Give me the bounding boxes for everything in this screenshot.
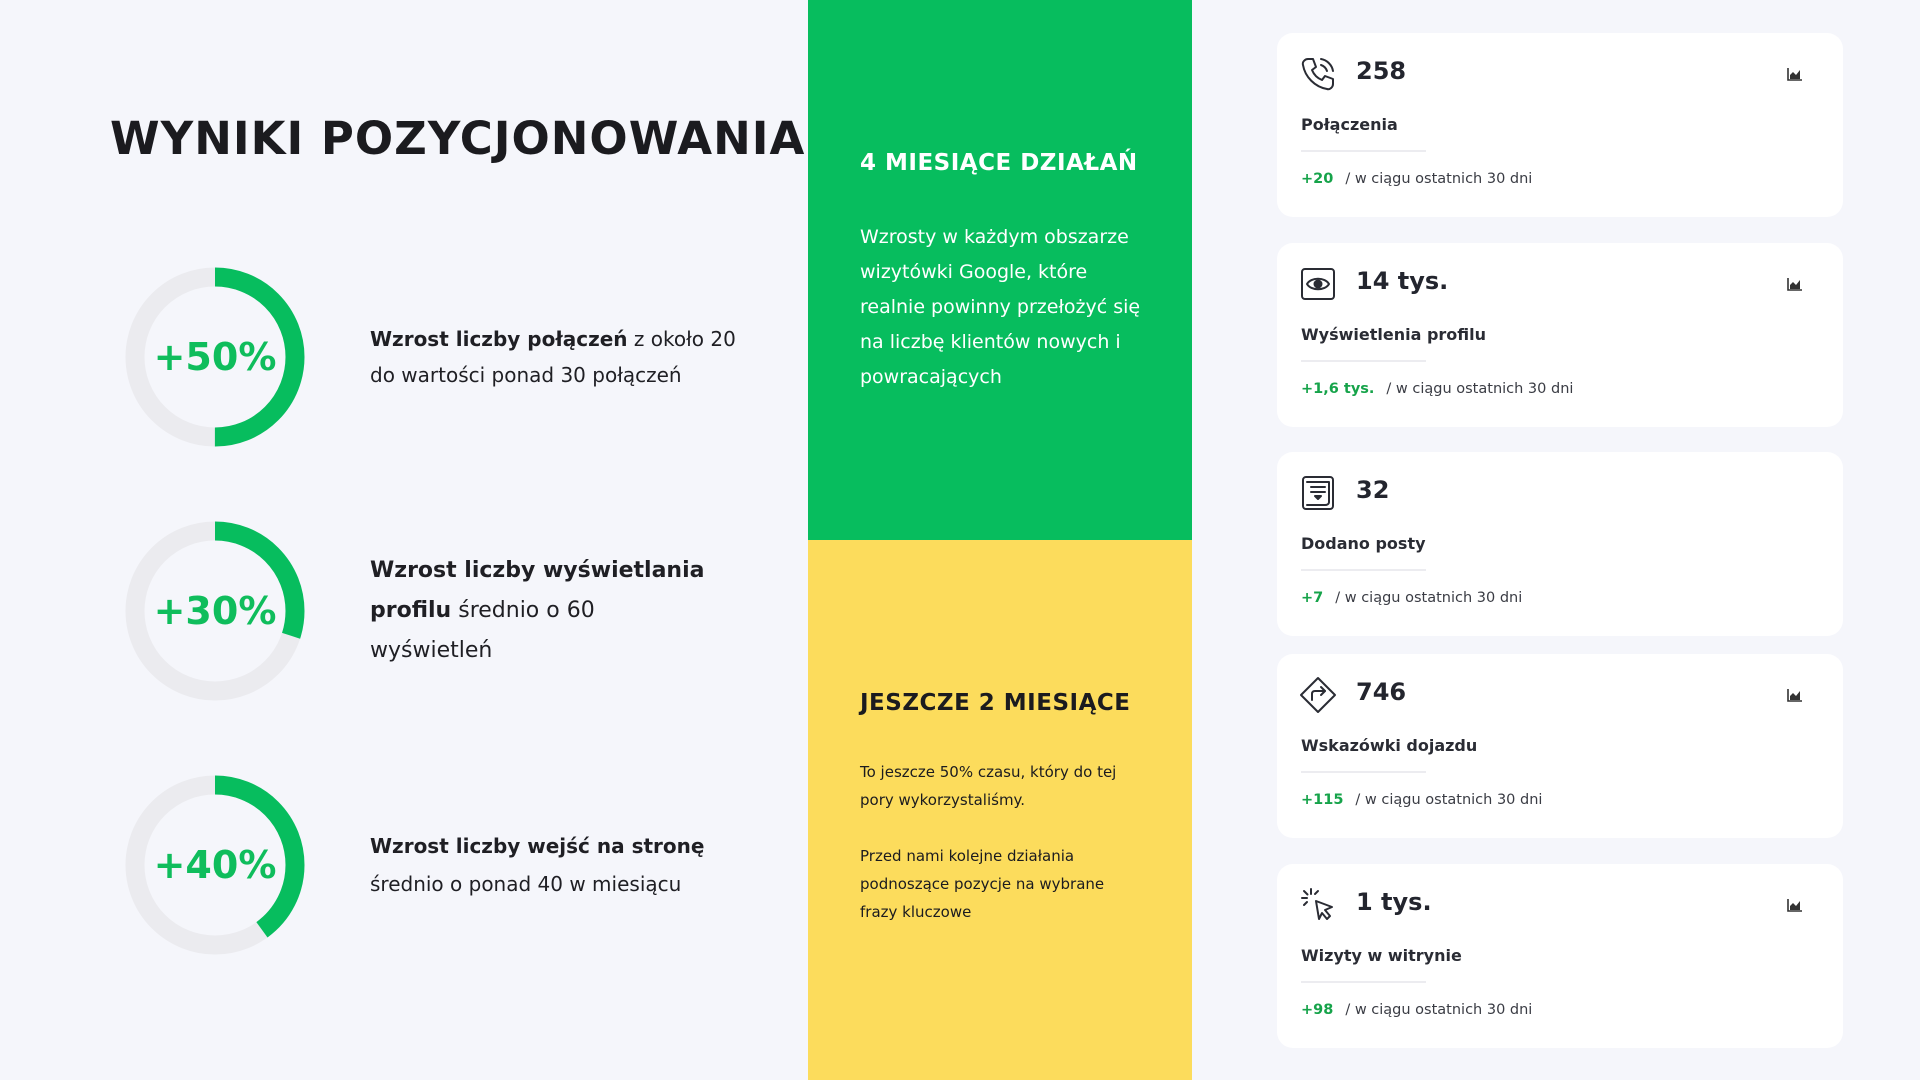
card-period: / w ciągu ostatnich 30 dni bbox=[1386, 381, 1574, 397]
card-period: / w ciągu ostatnich 30 dni bbox=[1345, 171, 1533, 187]
eye-icon bbox=[1299, 265, 1337, 303]
yellow-panel-paragraph: Przed nami kolejne działania podnoszące pozycje na wybrane frazy kluczowe bbox=[860, 847, 1105, 921]
stat-card-profile-views bbox=[1277, 243, 1843, 427]
stat-description-rest: średnio o 60 wyświetleń bbox=[370, 598, 595, 663]
green-panel-title: 4 MIESIĄCE DZIAŁAŃ bbox=[860, 150, 1138, 176]
chart-icon[interactable] bbox=[1787, 898, 1803, 912]
phone-icon bbox=[1299, 55, 1337, 93]
yellow-panel bbox=[808, 540, 1192, 1080]
ring-value: +30% bbox=[153, 589, 277, 633]
card-footer bbox=[1301, 381, 1573, 397]
ring-value: +50% bbox=[153, 335, 277, 379]
posts-icon bbox=[1299, 474, 1337, 512]
stat-card-directions bbox=[1277, 654, 1843, 838]
card-value: 746 bbox=[1356, 678, 1407, 706]
progress-ring bbox=[120, 516, 310, 706]
card-delta: +1,6 tys. bbox=[1301, 381, 1375, 397]
yellow-panel-paragraph: To jeszcze 50% czasu, który do tej pory wykorzystaliśmy. bbox=[860, 763, 1117, 809]
card-label: Wizyty w witrynie bbox=[1301, 946, 1462, 965]
chart-icon[interactable] bbox=[1787, 277, 1803, 291]
card-delta: +115 bbox=[1301, 792, 1344, 808]
stat-card-website-visits bbox=[1277, 864, 1843, 1048]
card-label: Połączenia bbox=[1301, 115, 1398, 134]
yellow-panel-text bbox=[860, 758, 1145, 926]
stat-row-views bbox=[120, 516, 740, 706]
page-title: WYNIKI POZYCJONOWANIA bbox=[110, 112, 806, 165]
card-period: / w ciągu ostatnich 30 dni bbox=[1355, 792, 1543, 808]
card-divider bbox=[1301, 771, 1426, 773]
stat-card-calls bbox=[1277, 33, 1843, 217]
progress-ring bbox=[120, 262, 310, 452]
card-divider bbox=[1301, 569, 1426, 571]
card-delta: +98 bbox=[1301, 1002, 1334, 1018]
yellow-panel-title: JESZCZE 2 MIESIĄCE bbox=[860, 690, 1131, 716]
card-period: / w ciągu ostatnich 30 dni bbox=[1345, 1002, 1533, 1018]
card-footer bbox=[1301, 792, 1542, 808]
card-value: 14 tys. bbox=[1356, 267, 1449, 295]
card-divider bbox=[1301, 360, 1426, 362]
card-label: Wskazówki dojazdu bbox=[1301, 736, 1478, 755]
card-delta: +7 bbox=[1301, 590, 1324, 606]
green-panel-paragraph: Wzrosty w każdym obszarze wizytówki Google, które realnie powinny przełożyć się na liczbę klientów nowych i powracających bbox=[860, 226, 1141, 388]
card-footer bbox=[1301, 171, 1532, 187]
card-value: 258 bbox=[1356, 57, 1407, 85]
stat-description-bold: Wzrost liczby wyświetlania profilu bbox=[370, 558, 705, 623]
card-label: Wyświetlenia profilu bbox=[1301, 325, 1487, 344]
chart-icon[interactable] bbox=[1787, 67, 1803, 81]
stat-description bbox=[370, 827, 740, 903]
cursor-click-icon bbox=[1299, 886, 1337, 924]
card-footer bbox=[1301, 590, 1522, 606]
stat-description bbox=[370, 551, 710, 671]
stat-description bbox=[370, 321, 740, 393]
card-delta: +20 bbox=[1301, 171, 1334, 187]
stat-row-calls bbox=[120, 262, 740, 452]
card-divider bbox=[1301, 150, 1426, 152]
card-label: Dodano posty bbox=[1301, 534, 1426, 553]
directions-icon bbox=[1299, 676, 1337, 714]
stat-description-rest: z około 20 do wartości ponad 30 połączeń bbox=[370, 327, 736, 387]
green-panel bbox=[808, 0, 1192, 540]
green-panel-text bbox=[860, 220, 1155, 395]
card-value: 1 tys. bbox=[1356, 888, 1432, 916]
stat-description-bold: Wzrost liczby połączeń bbox=[370, 327, 628, 351]
card-divider bbox=[1301, 981, 1426, 983]
stat-card-posts bbox=[1277, 452, 1843, 636]
progress-ring bbox=[120, 770, 310, 960]
stat-row-visits bbox=[120, 770, 740, 960]
ring-value: +40% bbox=[153, 843, 277, 887]
stat-description-bold: Wzrost liczby wejść na stronę bbox=[370, 834, 705, 858]
card-period: / w ciągu ostatnich 30 dni bbox=[1335, 590, 1523, 606]
card-footer bbox=[1301, 1002, 1532, 1018]
chart-icon[interactable] bbox=[1787, 688, 1803, 702]
stat-description-rest: średnio o ponad 40 w miesiącu bbox=[370, 872, 682, 896]
card-value: 32 bbox=[1356, 476, 1390, 504]
